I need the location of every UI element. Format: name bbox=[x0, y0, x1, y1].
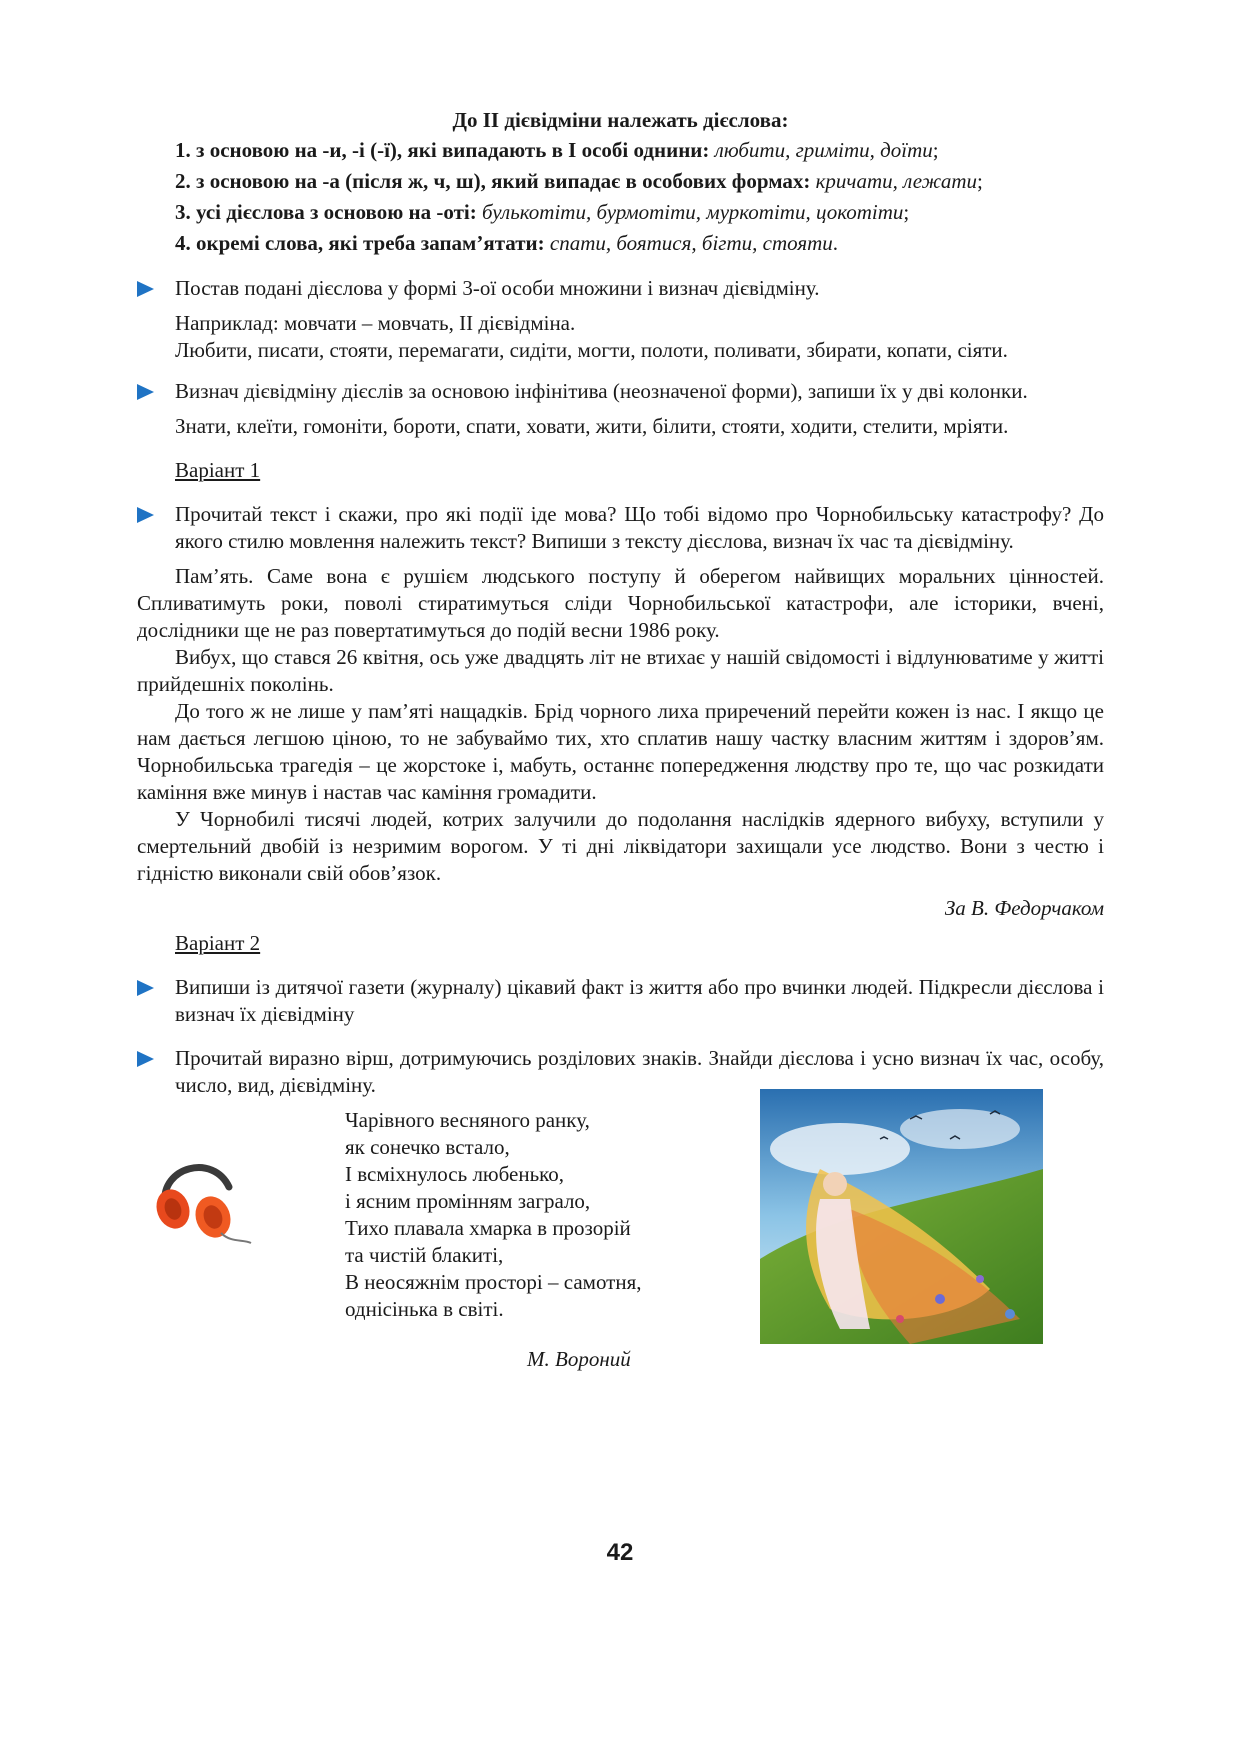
task-1-words: Любити, писати, стояти, перемагати, сидіти, могти, полоти, поливати, збирати, копати, сіяти. bbox=[175, 338, 1008, 362]
text-paragraph: Пам’ять. Саме вона є рушієм людського поступу й оберегом найвищих моральних цінностей. Спливатимуть роки, поволі стиратимуться сліди Чорнобильської катастрофи, але історики, вчені, дослідники ще не раз повертатимуться до подій весни 1986 року. bbox=[137, 564, 1104, 642]
task-1-example: Наприклад: мовчати – мовчать, ІІ дієвідміна. bbox=[175, 311, 576, 335]
task-arrow-icon bbox=[137, 1051, 154, 1067]
poem-line: як сонечко встало, bbox=[345, 1135, 510, 1159]
poem-line: та чистій блакиті, bbox=[345, 1243, 504, 1267]
task-arrow-icon bbox=[137, 281, 154, 297]
poem-line: В неосяжнім просторі – самотня, bbox=[345, 1270, 642, 1294]
task-2-instruction: Визнач дієвідміну дієслів за основою інфінітива (неозначеної форми), запиши їх у дві колонки. bbox=[137, 378, 1104, 405]
text-author: За В. Федорчаком bbox=[944, 896, 1104, 920]
variant-2-instruction: Випиши із дитячої газети (журналу) цікавий факт із життя або про вчинки людей. Підкресли дієслова і визнач їх дієвідміну bbox=[137, 974, 1104, 1028]
poem-line: і ясним промінням заграло, bbox=[345, 1189, 591, 1213]
task-arrow-icon bbox=[137, 384, 154, 400]
rule-item-2: 2. з основою на -а (після ж, ч, ш), який випадає в особових формах: кричати, лежати; bbox=[175, 169, 983, 193]
variant-1-label: Варіант 1 bbox=[175, 458, 261, 482]
task-2-words: Знати, клеїти, гомоніти, бороти, спати, ховати, жити, білити, стояти, ходити, стелити, мріяти. bbox=[175, 414, 1009, 438]
variant-1-instruction: Прочитай текст і скажи, про які події іде мова? Що тобі відомо про Чорнобильську катастрофу? До якого стилю мовлення належить текст? Випиши з тексту дієслова, визнач їх час та дієвідміну. bbox=[137, 501, 1104, 555]
poem-line: Тихо плавала хмарка в прозорій bbox=[345, 1216, 631, 1240]
rule-item-1: 1. з основою на -и, -і (-ї), які випадають в І особі однини: любити, гриміти, доїти; bbox=[175, 138, 939, 162]
variant-2-label: Варіант 2 bbox=[175, 931, 261, 955]
text-paragraph: До того ж не лише у пам’яті нащадків. Брід чорного лиха приречений перейти кожен із нас. І якщо це нам дається легшою ціною, то не забуваймо тих, хто сплатив нашу частку власним життям і здоров’ям. Чорнобильська трагедія – це жорстоке і, мабуть, останнє попередження людству про те, що час розкидати каміння вже минув і настав час каміння громадити. bbox=[137, 699, 1104, 804]
poem bbox=[345, 1107, 642, 1323]
poem-line: Чарівного весняного ранку, bbox=[345, 1108, 590, 1132]
task-3-instruction: Прочитай виразно вірш, дотримуючись розділових знаків. Знайди дієслова і усно визнач їх час, особу, число, вид, дієвідміну. bbox=[137, 1045, 1104, 1099]
rule-item-4: 4. окремі слова, які треба запам’ятати: спати, боятися, бігти, стояти. bbox=[175, 231, 839, 255]
rule-item-3: 3. усі дієслова з основою на -оті: булькотіти, бурмотіти, муркотіти, цокотіти; bbox=[175, 200, 910, 224]
text-paragraph: У Чорнобилі тисячі людей, котрих залучили до подолання наслідків ядерного вибуху, вступили у смертельний двобій із незримим ворогом. У ті дні ліквідатори захищали усе людство. Вони з честю і гідністю виконали свій обов’язок. bbox=[137, 807, 1104, 885]
poem-author: М. Вороний bbox=[527, 1347, 631, 1371]
page-number: 42 bbox=[606, 1539, 634, 1566]
task-arrow-icon bbox=[137, 980, 154, 996]
task-1-instruction: Постав подані дієслова у формі 3-ої особи множини і визнач дієвідміну. bbox=[137, 275, 1104, 302]
poem-line: І всміхнулось любенько, bbox=[345, 1162, 565, 1186]
page-content bbox=[137, 107, 1104, 1392]
poem-section bbox=[137, 1107, 1104, 1392]
poem-line: однісінька в світі. bbox=[345, 1297, 504, 1321]
headphones-icon bbox=[147, 1147, 257, 1247]
rule-title: До ІІ дієвідміни належать дієслова: bbox=[452, 108, 789, 132]
spring-woman-illustration bbox=[760, 1089, 1043, 1344]
task-arrow-icon bbox=[137, 507, 154, 523]
text-paragraph: Вибух, що стався 26 квітня, ось уже двадцять літ не втихає у нашій свідомості і відлунюватиме у житті прийдешніх поколінь. bbox=[137, 645, 1104, 696]
